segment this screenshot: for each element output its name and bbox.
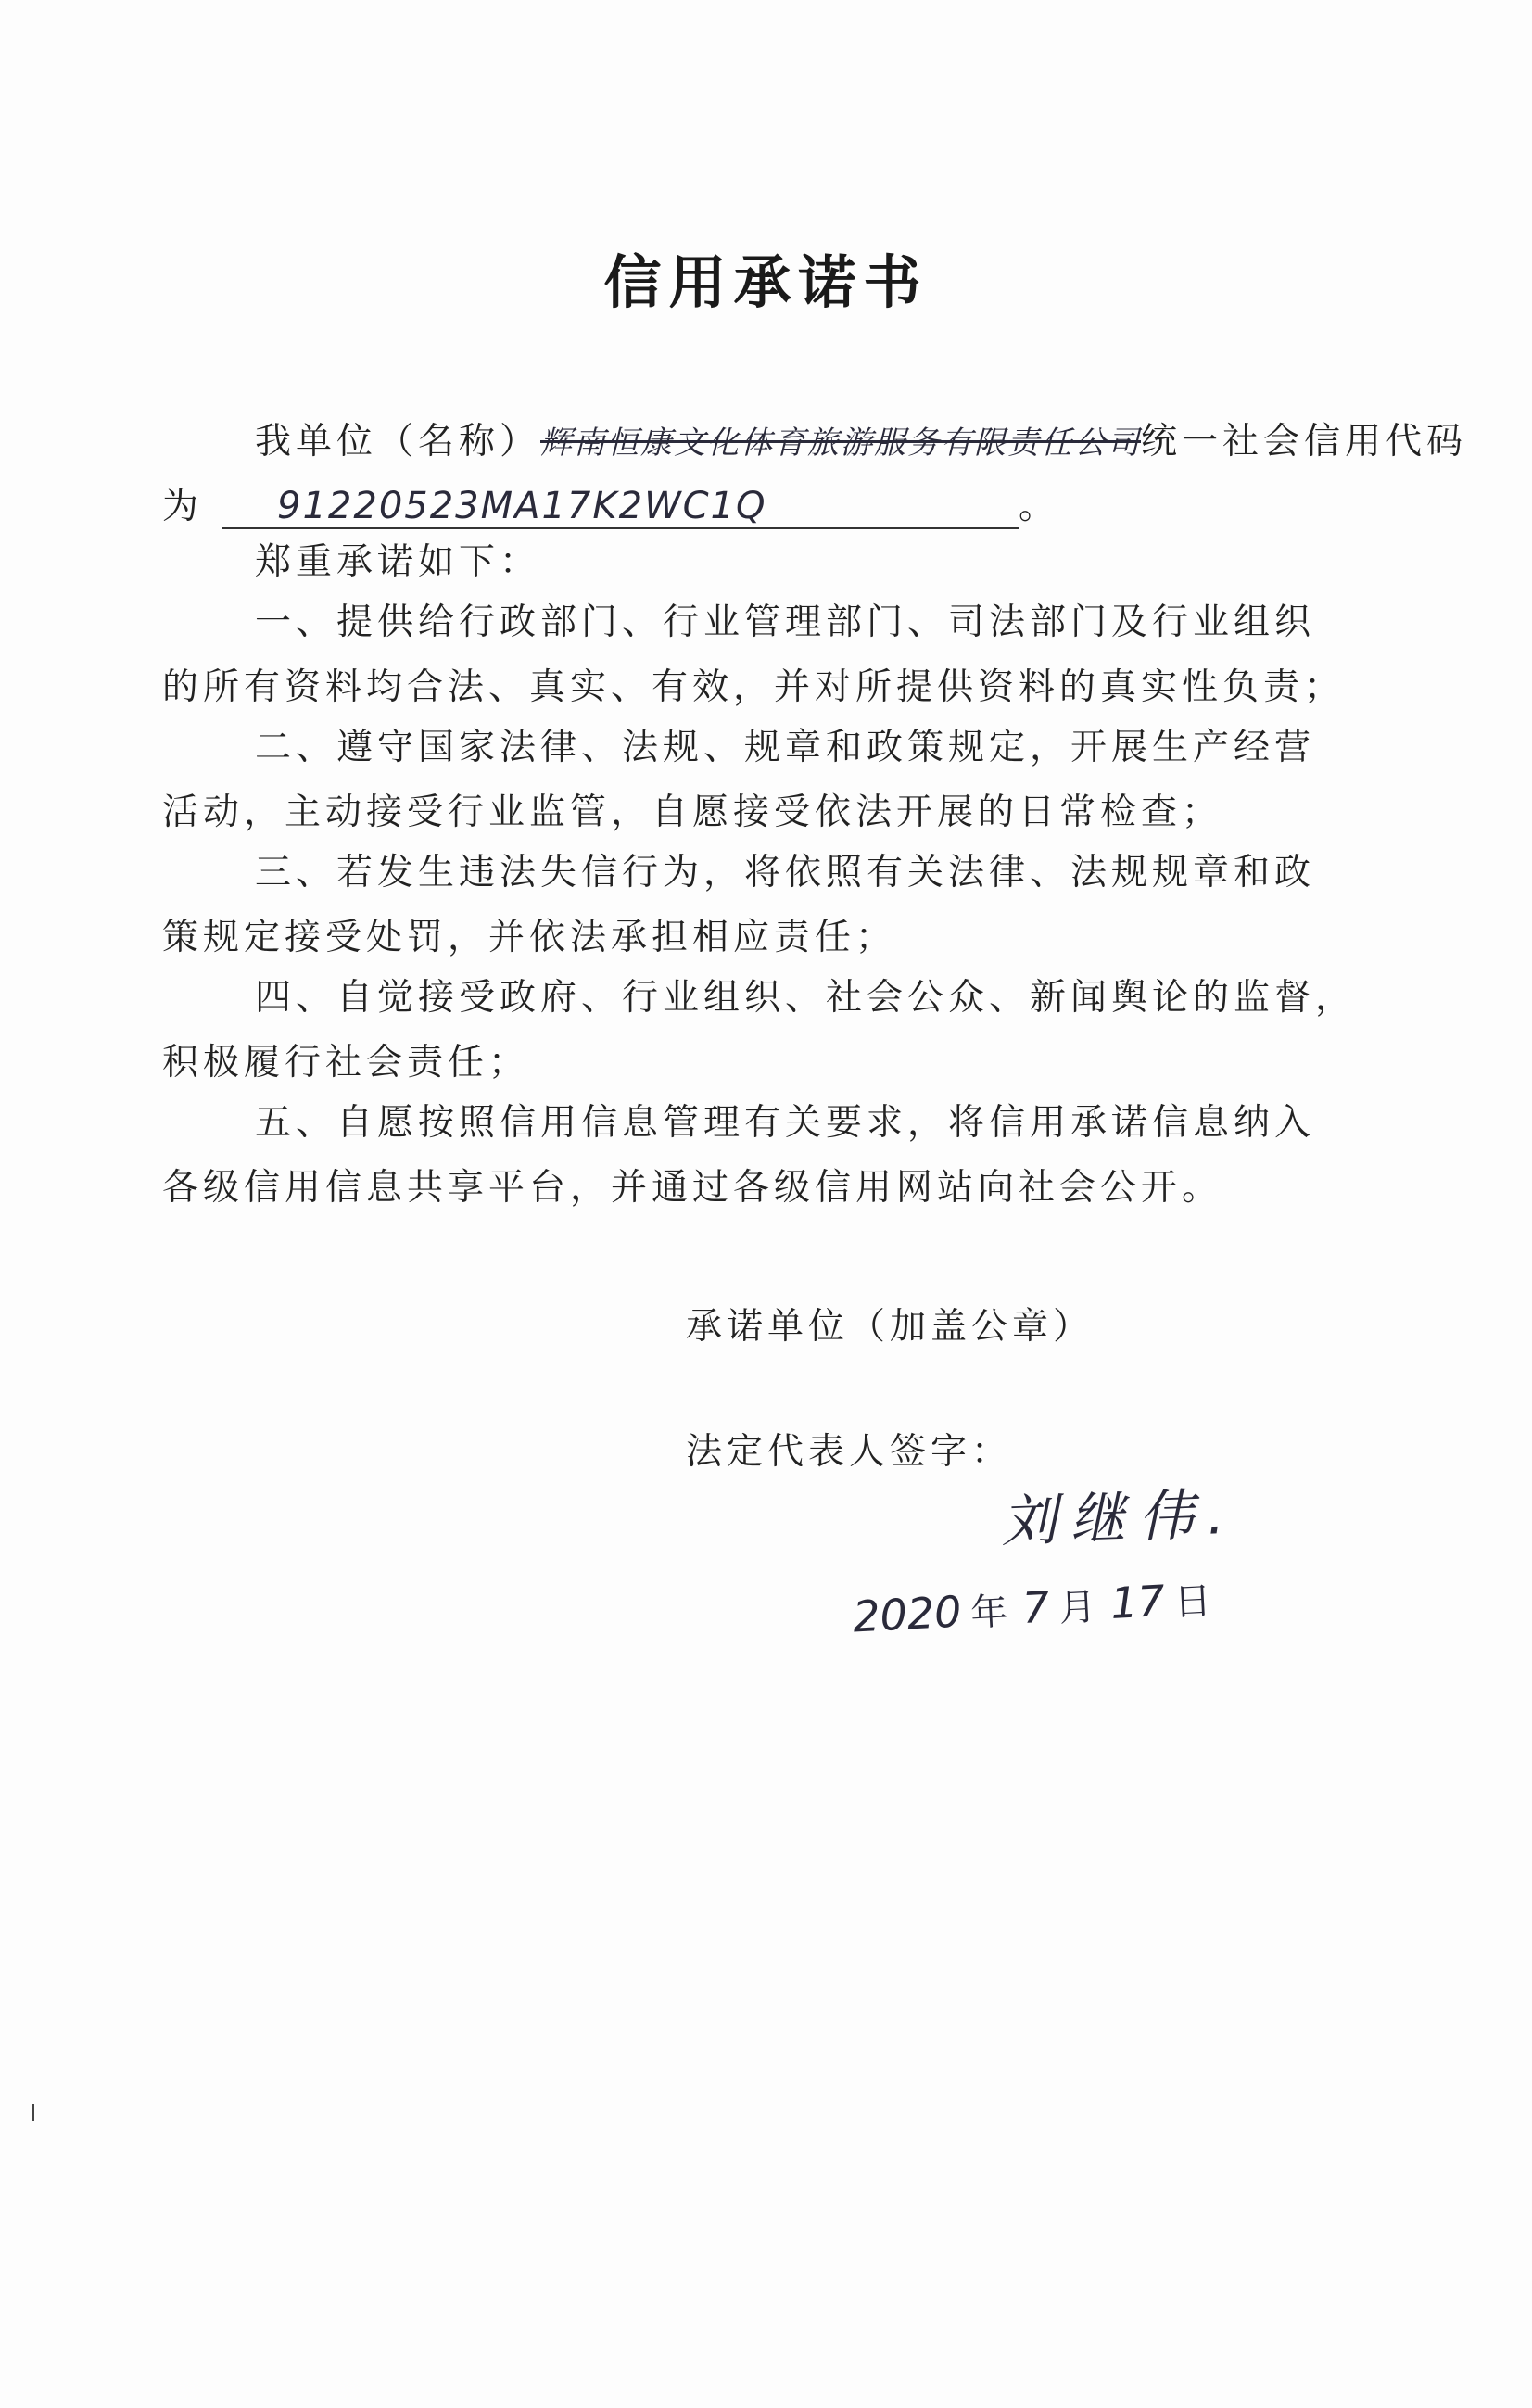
company-name-prefix: 我单位（名称） bbox=[255, 421, 541, 463]
intro-text: 郑重承诺如下： bbox=[255, 541, 541, 583]
document-title: 信用承诺书 bbox=[603, 248, 929, 316]
seal-label: 承诺单位（加盖公章） bbox=[686, 1306, 1095, 1348]
handwritten-date bbox=[852, 1570, 1227, 1642]
date-day-unit: 日 bbox=[1172, 1579, 1213, 1625]
company-name-handwritten: 辉南恒康文化体育旅游服务有限责任公司 bbox=[540, 417, 1141, 463]
item-2-line-1: 二、遵守国家法律、法规、规章和政策规定，开展生产经营 bbox=[255, 727, 1316, 768]
signature-label: 法定代表人签字： bbox=[686, 1431, 1013, 1473]
credit-code-handwritten: 91220523MA17K2WC1Q bbox=[277, 485, 767, 527]
item-1-line-2: 的所有资料均合法、真实、有效，并对所提供资料的真实性负责； bbox=[162, 666, 1346, 708]
company-name-suffix: 统一社会信用代码 bbox=[1141, 421, 1468, 463]
date-year-unit: 年 bbox=[969, 1590, 1009, 1635]
item-3-line-1: 三、若发生违法失信行为，将依照有关法律、法规规章和政 bbox=[255, 852, 1316, 893]
item-4-line-2: 积极履行社会责任； bbox=[162, 1042, 530, 1084]
date-day: 17 bbox=[1108, 1575, 1167, 1629]
credit-code-blank bbox=[222, 485, 1019, 529]
credit-code-suffix: 。 bbox=[1019, 486, 1060, 527]
company-name-line bbox=[255, 412, 1467, 464]
item-2-line-2: 活动，主动接受行业监管，自愿接受依法开展的日常检查； bbox=[162, 792, 1223, 833]
date-month-unit: 月 bbox=[1057, 1585, 1097, 1630]
item-5-line-1: 五、自愿按照信用信息管理有关要求，将信用承诺信息纳入 bbox=[255, 1102, 1316, 1144]
item-5-line-2: 各级信用信息共享平台，并通过各级信用网站向社会公开。 bbox=[162, 1167, 1223, 1209]
handwritten-signature: 刘继伟. bbox=[1000, 1481, 1239, 1555]
item-1-line-1: 一、提供给行政部门、行业管理部门、司法部门及行业组织 bbox=[255, 602, 1316, 643]
date-year: 2020 bbox=[851, 1586, 963, 1642]
date-month: 7 bbox=[1020, 1581, 1051, 1633]
scan-artifact bbox=[32, 2104, 34, 2121]
item-4-line-1: 四、自觉接受政府、行业组织、社会公众、新闻舆论的监督， bbox=[255, 977, 1357, 1019]
item-3-line-2: 策规定接受处罚，并依法承担相应责任； bbox=[162, 917, 897, 958]
credit-code-prefix: 为 bbox=[162, 486, 204, 527]
credit-code-line bbox=[162, 477, 1059, 529]
